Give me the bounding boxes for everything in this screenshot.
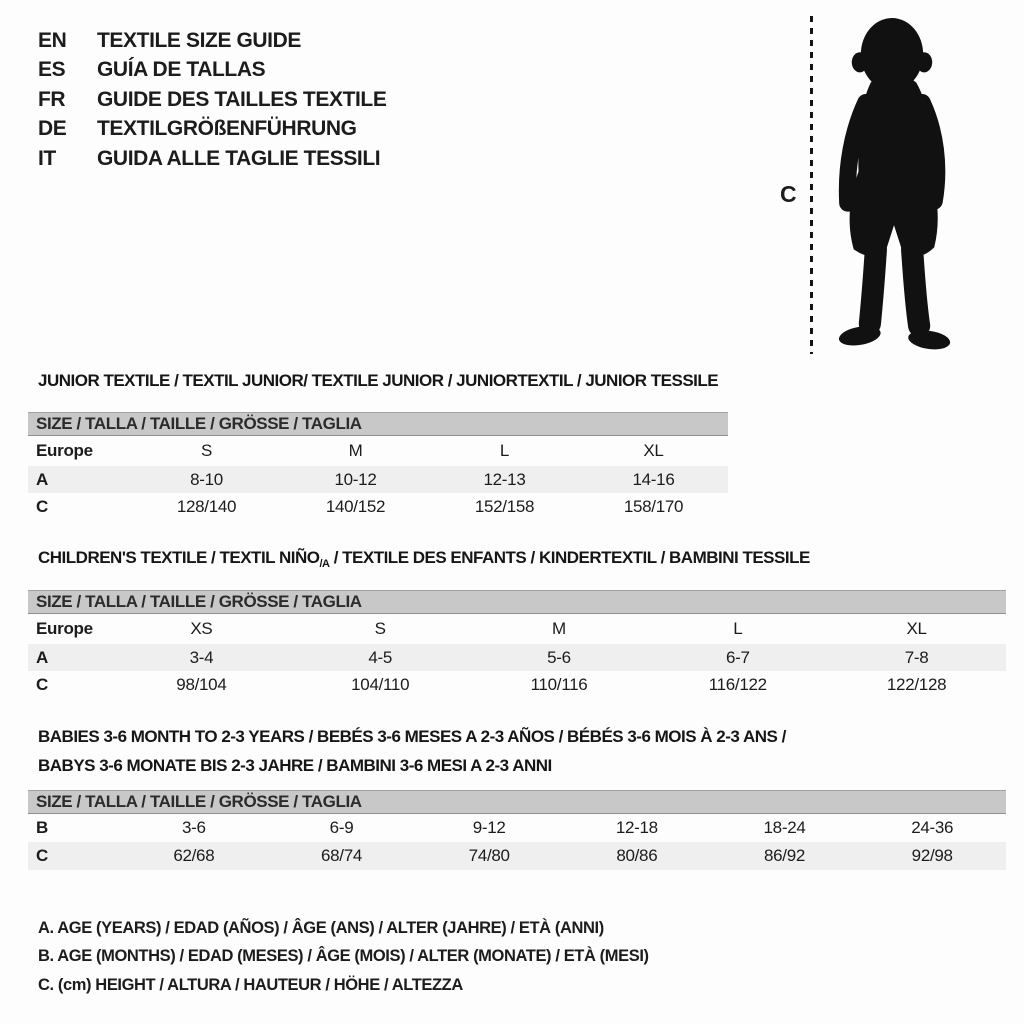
size-cell: 3-6 [182,818,206,837]
table-row [28,842,1006,870]
size-cell: 86/92 [764,846,806,865]
size-cell: 110/116 [530,674,588,694]
size-cell: 98/104 [176,674,227,694]
size-cell: 74/80 [468,846,510,865]
language-code: FR [38,87,66,111]
size-cell: 5-6 [547,647,571,667]
table-header-bar: SIZE / TALLA / TAILLE / GRÖSSE / TAGLIA [28,590,1006,614]
table-row [28,436,728,466]
size-cell: L [499,441,510,460]
language-row [38,85,386,115]
size-cell: 9-12 [472,818,506,837]
babies-size-table [28,790,1006,870]
size-cell: 3-4 [189,647,214,667]
size-cell: XS [190,619,213,638]
size-cell: 12-13 [483,469,526,489]
size-cell: 10-12 [334,469,377,489]
size-cell: 7-8 [904,647,929,667]
size-cell: 122/128 [886,674,947,694]
size-cell: 4-5 [368,647,393,667]
toddler-silhouette-icon [818,10,970,356]
language-name: TEXTILGRÖßENFÜHRUNG [97,117,357,141]
size-cell: XL [643,441,664,460]
row-label: Europe [36,619,93,638]
size-cell: 24-36 [911,818,954,837]
row-label: C [36,496,48,516]
size-cell: 116/122 [708,674,767,694]
junior-size-table [28,412,728,520]
section-heading-junior: JUNIOR TEXTILE / TEXTIL JUNIOR/ TEXTILE JUNIOR / JUNIORTEXTIL / JUNIOR TESSILE [38,371,719,390]
size-cell: S [200,441,213,460]
size-cell: 158/170 [623,496,684,516]
row-label: A [36,469,48,489]
row-label: C [36,674,48,694]
height-measure-label: C [780,181,797,207]
section-heading-children [38,549,810,571]
language-row [38,144,386,174]
size-cell: 6-9 [329,818,354,837]
size-cell: 92/98 [911,846,953,865]
table-row [28,614,1006,644]
language-name: TEXTILE SIZE GUIDE [97,28,301,52]
size-cell: 12-18 [615,818,658,837]
language-name: GUIDE DES TAILLES TEXTILE [97,87,387,111]
table-row [28,493,728,520]
size-cell: L [733,619,743,638]
size-cell: 128/140 [176,496,237,516]
language-row [38,115,386,145]
table-row [28,814,1006,842]
table-row [28,466,728,493]
table-row [28,644,1006,671]
size-cell: 8-10 [190,469,223,489]
row-label: Europe [36,441,93,460]
heading-line: BABYS 3-6 MONATE BIS 2-3 JAHRE / BAMBINI 3-6 MESI A 2-3 ANNI [38,755,552,775]
legend-line-a: A. AGE (YEARS) / EDAD (AÑOS) / ÂGE (ANS) / ALTER (JAHRE) / ETÀ (ANNI) [38,918,604,937]
language-name: GUIDA ALLE TAGLIE TESSILI [97,146,381,170]
row-label: A [36,647,48,667]
table-header-bar: SIZE / TALLA / TAILLE / GRÖSSE / TAGLIA [28,790,1006,814]
size-cell: 152/158 [474,496,535,516]
size-cell: 80/86 [616,846,658,865]
size-cell: 18-24 [763,818,806,837]
language-code: ES [38,58,66,82]
size-cell: 14-16 [632,469,675,489]
section-heading-babies [38,723,786,780]
heading-line: BABIES 3-6 MONTH TO 2-3 YEARS / BEBÉS 3-6 MESES A 2-3 AÑOS / BÉBÉS 3-6 MOIS À 2-3 ANS / [38,727,786,746]
height-measure-line [810,16,813,354]
language-code: DE [38,117,67,141]
size-cell: 68/74 [320,846,363,865]
size-cell: M [348,441,363,460]
row-label: C [36,846,48,865]
language-name: GUÍA DE TALLAS [97,58,266,82]
size-cell: XL [906,619,927,638]
heading-text: CHILDREN'S TEXTILE / TEXTIL NIÑO [38,548,320,567]
language-list [38,26,386,174]
size-cell: S [374,619,386,638]
language-code: EN [38,28,67,52]
language-row [38,26,386,56]
size-cell: 62/68 [173,846,215,865]
language-row [38,56,386,86]
size-cell: 104/110 [351,674,410,694]
language-code: IT [38,146,56,170]
legend [38,914,649,1000]
size-cell: M [552,619,566,638]
table-header-bar: SIZE / TALLA / TAILLE / GRÖSSE / TAGLIA [28,412,728,436]
row-label: B [36,818,48,837]
legend-line-b: B. AGE (MONTHS) / EDAD (MESES) / ÂGE (MOIS) / ALTER (MONATE) / ETÀ (MESI) [38,947,649,966]
size-cell: 140/152 [325,496,386,516]
legend-line-c: C. (cm) HEIGHT / ALTURA / HAUTEUR / HÖHE / ALTEZZA [38,975,463,994]
size-cell: 6-7 [725,647,750,667]
children-size-table [28,590,1006,698]
heading-text: / TEXTILE DES ENFANTS / KINDERTEXTIL / BAMBINI TESSILE [329,548,810,567]
table-row [28,671,1006,698]
heading-subscript: /A [319,558,330,570]
